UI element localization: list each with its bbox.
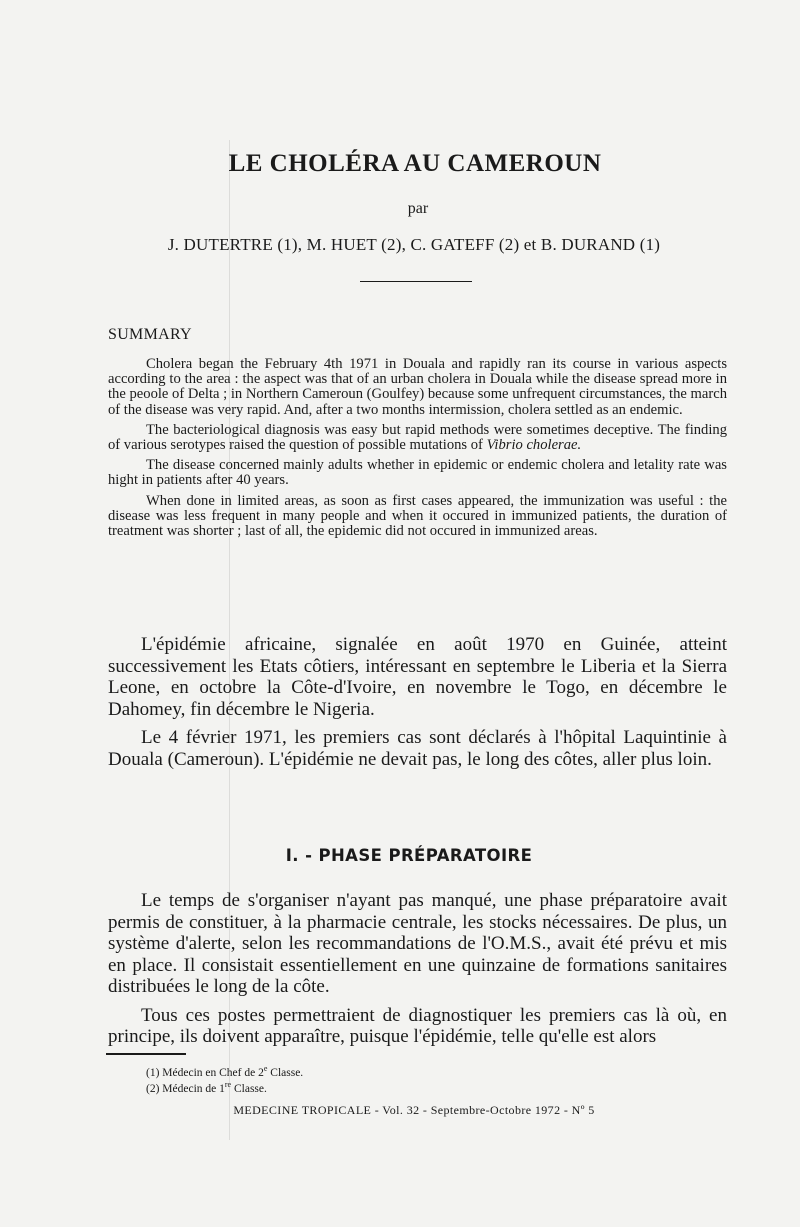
summary-abstract bbox=[108, 357, 727, 544]
footnote-2 bbox=[146, 1079, 303, 1095]
footnote-2-sup: re bbox=[224, 1080, 232, 1090]
footnotes bbox=[146, 1063, 303, 1096]
footnote-1 bbox=[146, 1063, 303, 1079]
footnote-divider bbox=[106, 1053, 186, 1055]
section-paragraph: Tous ces postes permettraient de diagnostiquer les premiers cas là où, en principe, ils doivent apparaître, puisque l'épidémie, telle qu'elle est alors bbox=[108, 1004, 727, 1047]
summary-paragraph: The disease concerned mainly adults whether in epidemic or endemic cholera and letality rate was hight in patients after 40 years. bbox=[108, 457, 727, 489]
author-list: J. DUTERTRE (1), M. HUET (2), C. GATEFF (2) et B. DURAND (1) bbox=[167, 235, 661, 254]
footnote-1-text: (1) Médecin en Chef de 2 bbox=[146, 1066, 264, 1079]
article-title: LE CHOLÉRA AU CAMEROUN bbox=[228, 150, 602, 177]
footnote-2-text: (2) Médecin de 1 bbox=[146, 1083, 225, 1096]
species-name: Vibrio cholerae. bbox=[486, 437, 582, 454]
summary-heading: SUMMARY bbox=[108, 326, 192, 343]
intro-paragraph: Le 4 février 1971, les premiers cas sont déclarés à l'hôpital Laquintinie à Douala (Cameroun). L'épidémie ne devait pas, le long des côtes, aller plus loin. bbox=[108, 727, 727, 770]
summary-paragraph: Cholera began the February 4th 1971 in Douala and rapidly ran its course in various aspects according to the area : the aspect was that of an urban cholera in Douala while the disease spread more in the peoole of Delta ; in Northern Cameroun (Goulfey) because some unfrequent circumstances, the march of the disease was very rapid. And, after a two months intermission, cholera settled as an endemic. bbox=[108, 356, 727, 418]
footnote-1-sup: e bbox=[263, 1064, 268, 1073]
section-body bbox=[108, 890, 727, 1055]
summary-paragraph: When done in limited areas, as soon as first cases appeared, the immunization was useful : the disease was less frequent in many people and when it occured in immunized patients, the duration of treatment was shorter ; last of all, the epidemic did not occured in immunized areas. bbox=[108, 492, 727, 540]
running-footer: MEDECINE TROPICALE - Vol. 32 - Septembre-Octobre 1972 - Nº 5 bbox=[233, 1103, 595, 1117]
byline-par: par bbox=[407, 200, 429, 217]
intro-paragraph: L'épidémie africaine, signalée en août 1970 en Guinée, atteint successivement les Etats côtiers, intéressant en septembre le Liberia et la Sierra Leone, en octobre la Côte-d'Ivoire, en novembre le Togo, en décembre le Dahomey, fin décembre le Nigeria. bbox=[108, 634, 727, 720]
introduction bbox=[108, 634, 727, 777]
section-heading: I. - PHASE PRÉPARATOIRE bbox=[285, 846, 533, 865]
section-paragraph: Le temps de s'organiser n'ayant pas manqué, une phase préparatoire avait permis de constituer, à la pharmacie centrale, les stocks nécessaires. De plus, un système d'alerte, selon les recommandations de l'O.M.S., avait été prévu et mis en place. Il consistait essentiellement en une quinzaine de formations sanitaires distribuées le long de la côte. bbox=[108, 890, 727, 997]
summary-paragraph-text: The bacteriological diagnosis was easy but rapid methods were sometimes deceptive. The finding of various serotypes raised the question of possible mutations of bbox=[108, 421, 727, 454]
summary-paragraph bbox=[108, 423, 727, 453]
title-divider bbox=[360, 281, 472, 282]
footnote-1-end: Classe. bbox=[267, 1066, 304, 1079]
footnote-2-end: Classe. bbox=[231, 1083, 267, 1096]
